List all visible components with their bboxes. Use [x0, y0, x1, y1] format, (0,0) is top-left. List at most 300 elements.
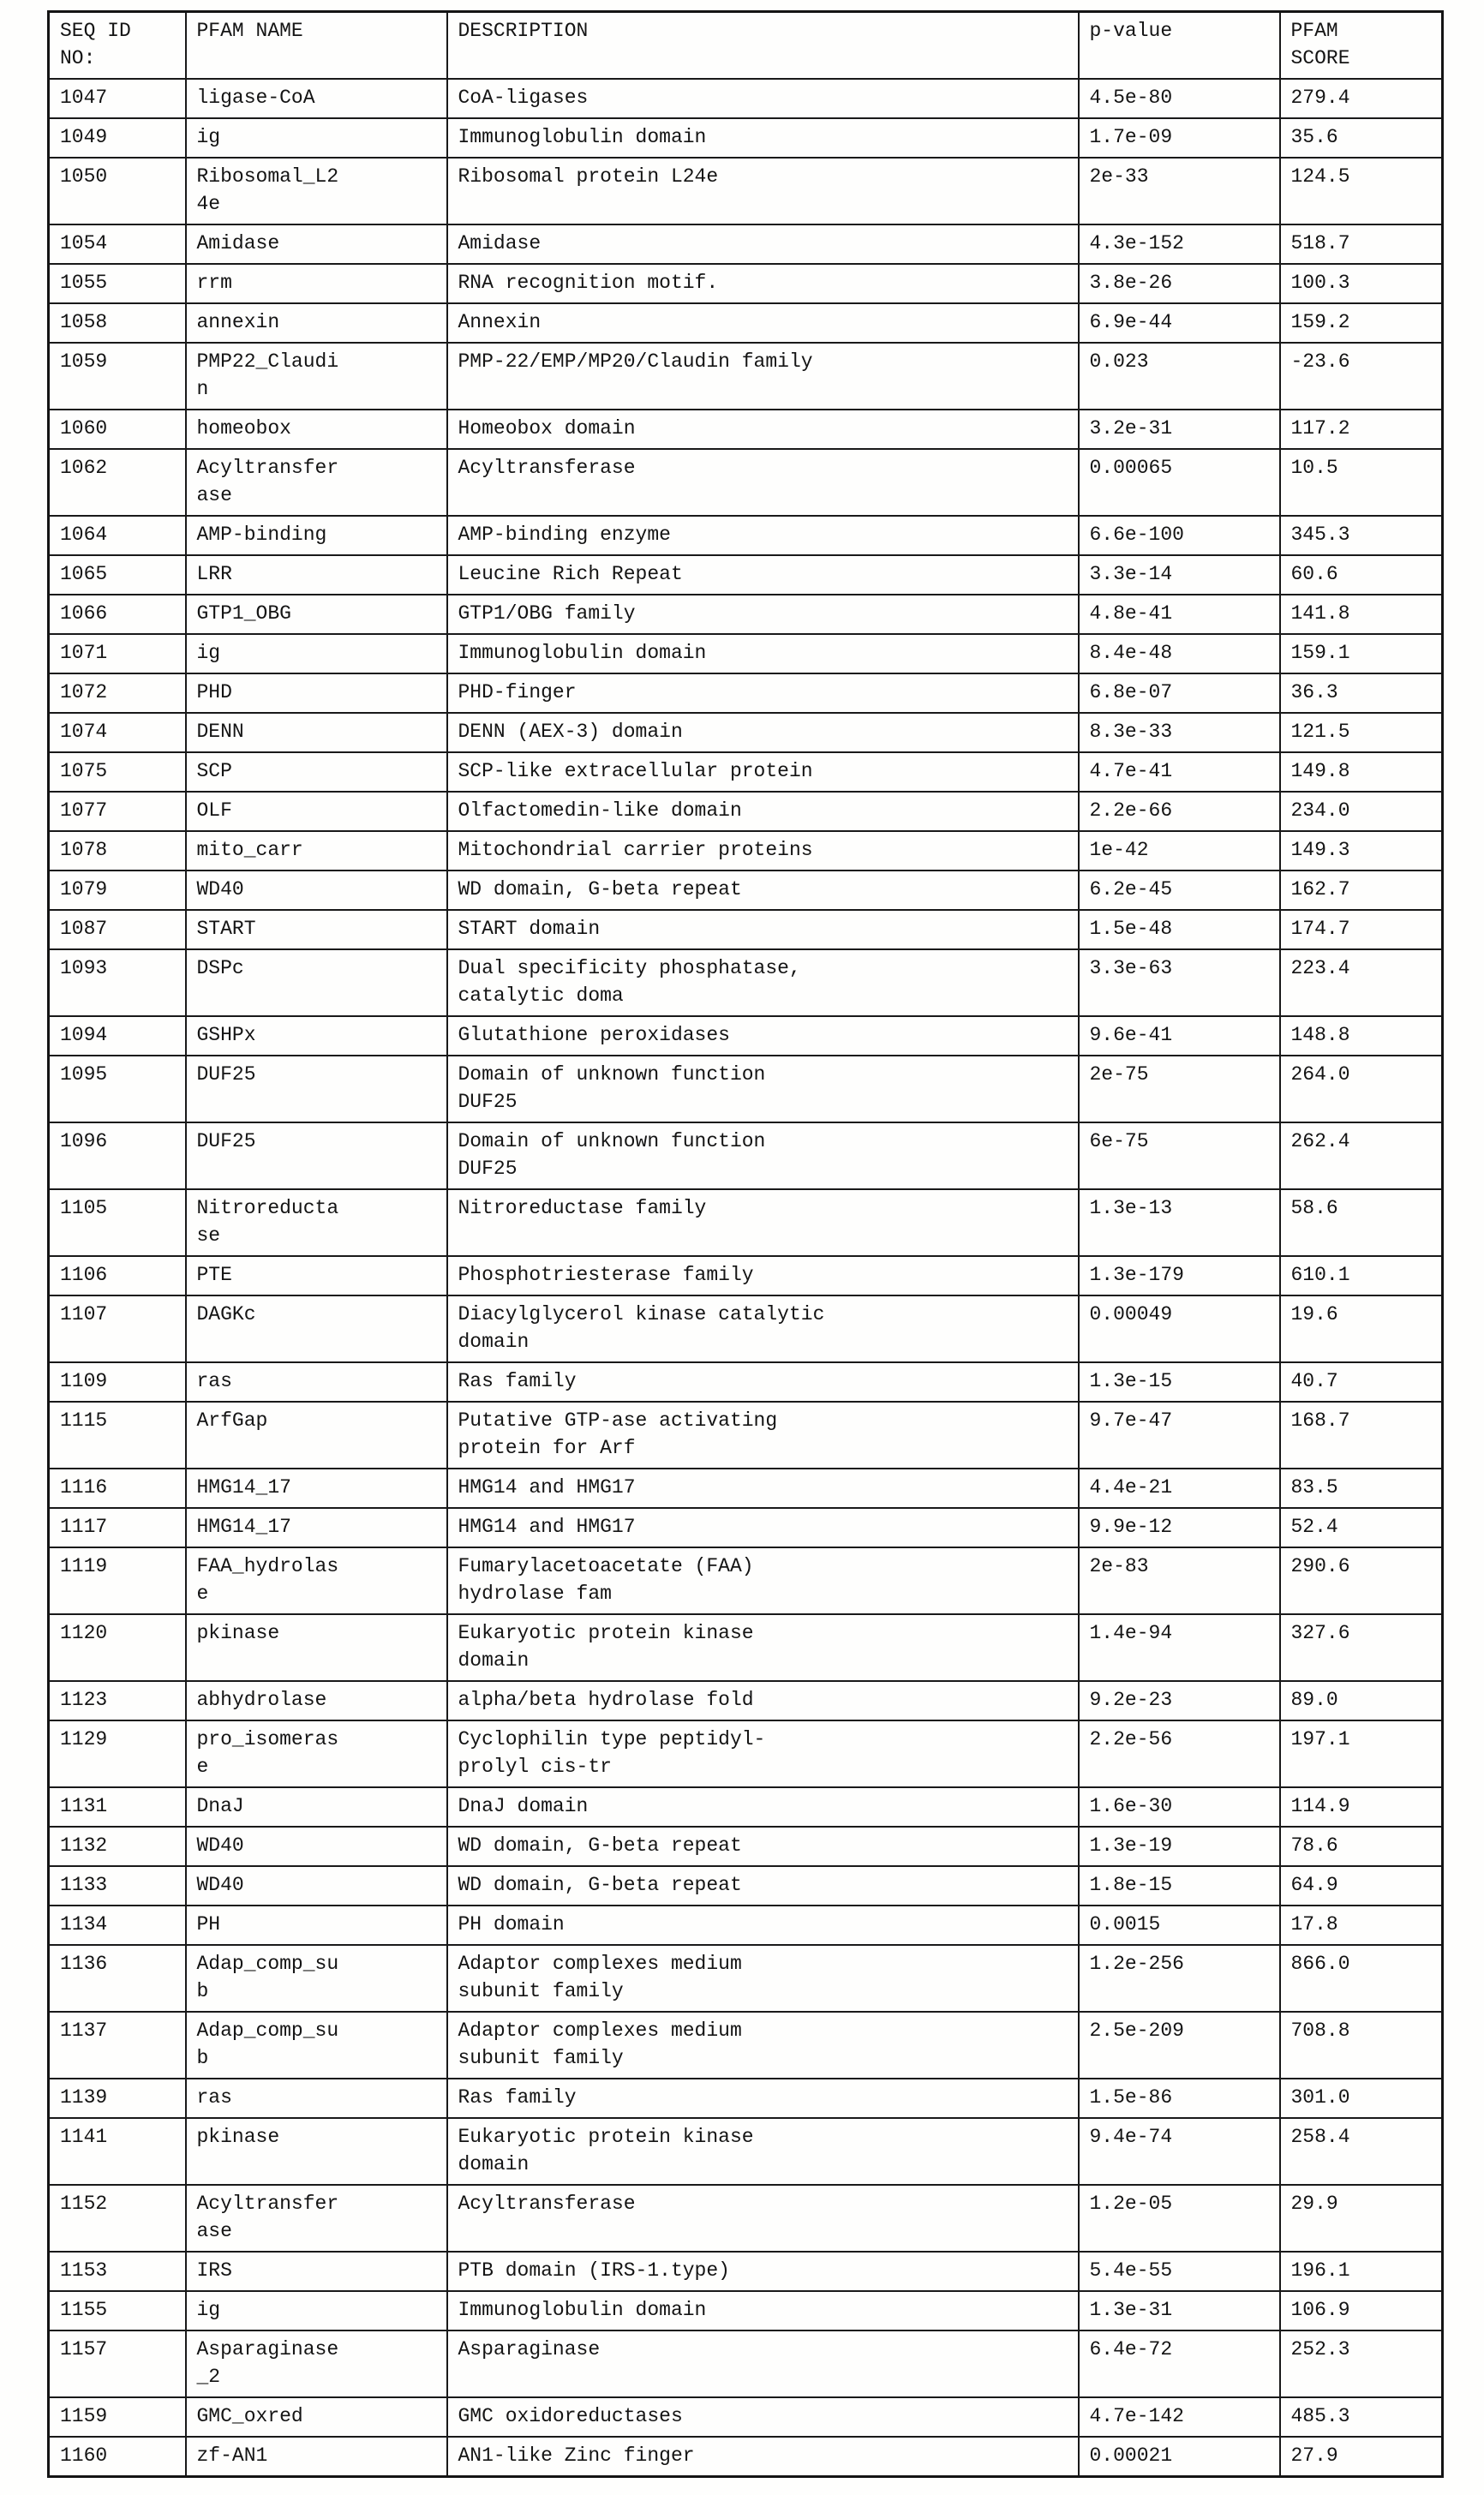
cell-description: Acyltransferase [447, 2185, 1079, 2252]
cell-pfam-name: GTP1_OBG [186, 595, 447, 634]
table-row [49, 264, 1443, 303]
cell-description: PMP-22/EMP/MP20/Claudin family [447, 343, 1079, 410]
cell-pfam-name: PHD [186, 673, 447, 713]
cell-p-value: 2.5e-209 [1079, 2012, 1280, 2079]
cell-seq-id: 1129 [49, 1720, 186, 1787]
cell-p-value: 0.023 [1079, 343, 1280, 410]
cell-pfam-score: 149.3 [1280, 831, 1443, 871]
cell-description: Adaptor complexes medium subunit family [447, 2012, 1079, 2079]
cell-description: Ribosomal protein L24e [447, 158, 1079, 224]
table-row [49, 1362, 1443, 1402]
cell-description: Glutathione peroxidases [447, 1016, 1079, 1056]
cell-seq-id: 1152 [49, 2185, 186, 2252]
cell-description: Dual specificity phosphatase, catalytic doma [447, 949, 1079, 1016]
col-header-pfam-name: PFAM NAME [186, 12, 447, 80]
cell-pfam-score: 58.6 [1280, 1189, 1443, 1256]
cell-p-value: 2.2e-66 [1079, 792, 1280, 831]
cell-description: Mitochondrial carrier proteins [447, 831, 1079, 871]
cell-pfam-score: 708.8 [1280, 2012, 1443, 2079]
cell-pfam-name: IRS [186, 2252, 447, 2291]
cell-seq-id: 1120 [49, 1614, 186, 1681]
cell-pfam-score: 78.6 [1280, 1827, 1443, 1866]
cell-pfam-name: DnaJ [186, 1787, 447, 1827]
cell-pfam-score: 117.2 [1280, 410, 1443, 449]
cell-pfam-name: GMC_oxred [186, 2397, 447, 2437]
cell-pfam-name: OLF [186, 792, 447, 831]
cell-description: Ras family [447, 1362, 1079, 1402]
cell-pfam-name: Adap_comp_su b [186, 1945, 447, 2012]
cell-pfam-score: 485.3 [1280, 2397, 1443, 2437]
cell-pfam-score: 264.0 [1280, 1056, 1443, 1122]
table-row [49, 1945, 1443, 2012]
cell-description: Nitroreductase family [447, 1189, 1079, 1256]
cell-pfam-name: Adap_comp_su b [186, 2012, 447, 2079]
cell-seq-id: 1058 [49, 303, 186, 343]
table-row [49, 673, 1443, 713]
cell-seq-id: 1078 [49, 831, 186, 871]
cell-pfam-score: 262.4 [1280, 1122, 1443, 1189]
col-header-pfam-score: PFAM SCORE [1280, 12, 1443, 80]
cell-pfam-name: WD40 [186, 1866, 447, 1906]
cell-p-value: 4.8e-41 [1079, 595, 1280, 634]
cell-pfam-name: pro_isomeras e [186, 1720, 447, 1787]
cell-p-value: 1.7e-09 [1079, 118, 1280, 158]
cell-description: START domain [447, 910, 1079, 949]
cell-pfam-score: 162.7 [1280, 871, 1443, 910]
cell-pfam-name: LRR [186, 555, 447, 595]
cell-seq-id: 1050 [49, 158, 186, 224]
table-row [49, 2079, 1443, 2118]
table-row [49, 1469, 1443, 1508]
cell-description: Acyltransferase [447, 449, 1079, 516]
table-row [49, 1827, 1443, 1866]
cell-seq-id: 1109 [49, 1362, 186, 1402]
cell-p-value: 6.8e-07 [1079, 673, 1280, 713]
cell-description: Olfactomedin-like domain [447, 792, 1079, 831]
cell-description: Domain of unknown function DUF25 [447, 1056, 1079, 1122]
cell-pfam-name: PTE [186, 1256, 447, 1295]
cell-p-value: 3.8e-26 [1079, 264, 1280, 303]
cell-description: RNA recognition motif. [447, 264, 1079, 303]
cell-description: Phosphotriesterase family [447, 1256, 1079, 1295]
cell-p-value: 2e-33 [1079, 158, 1280, 224]
cell-seq-id: 1047 [49, 79, 186, 118]
cell-description: Eukaryotic protein kinase domain [447, 1614, 1079, 1681]
table-row [49, 595, 1443, 634]
cell-seq-id: 1137 [49, 2012, 186, 2079]
cell-seq-id: 1095 [49, 1056, 186, 1122]
table-row [49, 343, 1443, 410]
cell-pfam-score: 223.4 [1280, 949, 1443, 1016]
cell-p-value: 0.00049 [1079, 1295, 1280, 1362]
cell-pfam-score: 258.4 [1280, 2118, 1443, 2185]
cell-description: HMG14 and HMG17 [447, 1508, 1079, 1547]
cell-p-value: 1.5e-86 [1079, 2079, 1280, 2118]
cell-pfam-name: ArfGap [186, 1402, 447, 1469]
table-row [49, 555, 1443, 595]
cell-description: Immunoglobulin domain [447, 118, 1079, 158]
col-header-seq-id: SEQ ID NO: [49, 12, 186, 80]
cell-seq-id: 1131 [49, 1787, 186, 1827]
cell-pfam-score: 124.5 [1280, 158, 1443, 224]
cell-seq-id: 1062 [49, 449, 186, 516]
cell-pfam-score: 234.0 [1280, 792, 1443, 831]
cell-pfam-name: rrm [186, 264, 447, 303]
cell-seq-id: 1157 [49, 2330, 186, 2397]
table-body [49, 79, 1443, 2477]
cell-seq-id: 1094 [49, 1016, 186, 1056]
table-row [49, 516, 1443, 555]
cell-p-value: 9.7e-47 [1079, 1402, 1280, 1469]
table-row [49, 2185, 1443, 2252]
cell-seq-id: 1153 [49, 2252, 186, 2291]
cell-pfam-name: PH [186, 1906, 447, 1945]
cell-seq-id: 1066 [49, 595, 186, 634]
cell-pfam-name: ras [186, 1362, 447, 1402]
cell-pfam-name: annexin [186, 303, 447, 343]
cell-pfam-name: START [186, 910, 447, 949]
cell-seq-id: 1059 [49, 343, 186, 410]
cell-seq-id: 1065 [49, 555, 186, 595]
table-row [49, 1256, 1443, 1295]
table-row [49, 1681, 1443, 1720]
table-row [49, 792, 1443, 831]
cell-description: Adaptor complexes medium subunit family [447, 1945, 1079, 2012]
table-row [49, 1720, 1443, 1787]
cell-seq-id: 1087 [49, 910, 186, 949]
cell-p-value: 6.9e-44 [1079, 303, 1280, 343]
cell-p-value: 5.4e-55 [1079, 2252, 1280, 2291]
cell-p-value: 8.4e-48 [1079, 634, 1280, 673]
cell-p-value: 9.9e-12 [1079, 1508, 1280, 1547]
cell-pfam-score: 518.7 [1280, 224, 1443, 264]
table-row [49, 1906, 1443, 1945]
cell-description: Fumarylacetoacetate (FAA) hydrolase fam [447, 1547, 1079, 1614]
table-row [49, 2437, 1443, 2477]
header-row [49, 12, 1443, 80]
cell-pfam-score: 174.7 [1280, 910, 1443, 949]
cell-description: Ras family [447, 2079, 1079, 2118]
cell-pfam-score: 19.6 [1280, 1295, 1443, 1362]
cell-pfam-score: 279.4 [1280, 79, 1443, 118]
cell-description: Annexin [447, 303, 1079, 343]
cell-seq-id: 1075 [49, 752, 186, 792]
table-row [49, 949, 1443, 1016]
cell-p-value: 1.6e-30 [1079, 1787, 1280, 1827]
cell-seq-id: 1093 [49, 949, 186, 1016]
table-row [49, 1547, 1443, 1614]
cell-pfam-score: 10.5 [1280, 449, 1443, 516]
cell-pfam-name: HMG14_17 [186, 1508, 447, 1547]
table-row [49, 2118, 1443, 2185]
table-row [49, 1402, 1443, 1469]
cell-pfam-name: Asparaginase _2 [186, 2330, 447, 2397]
cell-seq-id: 1141 [49, 2118, 186, 2185]
cell-pfam-score: 40.7 [1280, 1362, 1443, 1402]
table-row [49, 79, 1443, 118]
cell-pfam-name: DAGKc [186, 1295, 447, 1362]
table-row [49, 449, 1443, 516]
cell-p-value: 4.4e-21 [1079, 1469, 1280, 1508]
cell-p-value: 2.2e-56 [1079, 1720, 1280, 1787]
cell-pfam-score: 197.1 [1280, 1720, 1443, 1787]
cell-seq-id: 1139 [49, 2079, 186, 2118]
cell-pfam-score: 866.0 [1280, 1945, 1443, 2012]
table-row [49, 1189, 1443, 1256]
table-row [49, 224, 1443, 264]
cell-seq-id: 1133 [49, 1866, 186, 1906]
cell-pfam-name: PMP22_Claudi n [186, 343, 447, 410]
cell-pfam-score: 121.5 [1280, 713, 1443, 752]
cell-pfam-name: Acyltransfer ase [186, 2185, 447, 2252]
cell-seq-id: 1159 [49, 2397, 186, 2437]
table-row [49, 713, 1443, 752]
cell-pfam-score: 168.7 [1280, 1402, 1443, 1469]
cell-description: Eukaryotic protein kinase domain [447, 2118, 1079, 2185]
cell-p-value: 4.7e-41 [1079, 752, 1280, 792]
table-row [49, 1614, 1443, 1681]
cell-pfam-score: 148.8 [1280, 1016, 1443, 1056]
cell-seq-id: 1116 [49, 1469, 186, 1508]
cell-pfam-score: 89.0 [1280, 1681, 1443, 1720]
table-row [49, 2291, 1443, 2330]
cell-pfam-score: 345.3 [1280, 516, 1443, 555]
cell-description: alpha/beta hydrolase fold [447, 1681, 1079, 1720]
cell-pfam-score: -23.6 [1280, 343, 1443, 410]
cell-p-value: 1e-42 [1079, 831, 1280, 871]
cell-pfam-score: 64.9 [1280, 1866, 1443, 1906]
cell-description: PTB domain (IRS-1.type) [447, 2252, 1079, 2291]
cell-seq-id: 1160 [49, 2437, 186, 2477]
cell-pfam-name: SCP [186, 752, 447, 792]
cell-pfam-name: pkinase [186, 2118, 447, 2185]
cell-pfam-name: ig [186, 118, 447, 158]
cell-p-value: 9.6e-41 [1079, 1016, 1280, 1056]
cell-pfam-name: ig [186, 2291, 447, 2330]
cell-description: Cyclophilin type peptidyl- prolyl cis-tr [447, 1720, 1079, 1787]
cell-p-value: 2e-75 [1079, 1056, 1280, 1122]
cell-description: WD domain, G-beta repeat [447, 1827, 1079, 1866]
cell-p-value: 6e-75 [1079, 1122, 1280, 1189]
cell-pfam-name: DUF25 [186, 1122, 447, 1189]
cell-description: Diacylglycerol kinase catalytic domain [447, 1295, 1079, 1362]
cell-pfam-score: 100.3 [1280, 264, 1443, 303]
table-row [49, 410, 1443, 449]
cell-description: Domain of unknown function DUF25 [447, 1122, 1079, 1189]
table-row [49, 2012, 1443, 2079]
cell-pfam-score: 327.6 [1280, 1614, 1443, 1681]
cell-seq-id: 1054 [49, 224, 186, 264]
cell-pfam-name: mito_carr [186, 831, 447, 871]
cell-pfam-name: Nitroreducta se [186, 1189, 447, 1256]
cell-pfam-score: 141.8 [1280, 595, 1443, 634]
cell-pfam-score: 610.1 [1280, 1256, 1443, 1295]
cell-p-value: 4.3e-152 [1079, 224, 1280, 264]
cell-pfam-name: DENN [186, 713, 447, 752]
cell-seq-id: 1106 [49, 1256, 186, 1295]
cell-seq-id: 1055 [49, 264, 186, 303]
table-row [49, 1295, 1443, 1362]
cell-seq-id: 1077 [49, 792, 186, 831]
table-row [49, 1016, 1443, 1056]
col-header-p-value: p-value [1079, 12, 1280, 80]
cell-seq-id: 1079 [49, 871, 186, 910]
cell-seq-id: 1117 [49, 1508, 186, 1547]
cell-seq-id: 1119 [49, 1547, 186, 1614]
cell-description: PH domain [447, 1906, 1079, 1945]
cell-seq-id: 1049 [49, 118, 186, 158]
cell-p-value: 1.8e-15 [1079, 1866, 1280, 1906]
cell-description: SCP-like extracellular protein [447, 752, 1079, 792]
cell-description: DENN (AEX-3) domain [447, 713, 1079, 752]
cell-pfam-name: DSPc [186, 949, 447, 1016]
cell-p-value: 9.4e-74 [1079, 2118, 1280, 2185]
cell-seq-id: 1105 [49, 1189, 186, 1256]
cell-p-value: 3.2e-31 [1079, 410, 1280, 449]
cell-description: Amidase [447, 224, 1079, 264]
cell-seq-id: 1132 [49, 1827, 186, 1866]
table-row [49, 2330, 1443, 2397]
cell-p-value: 2e-83 [1079, 1547, 1280, 1614]
cell-pfam-score: 290.6 [1280, 1547, 1443, 1614]
cell-seq-id: 1074 [49, 713, 186, 752]
cell-pfam-name: AMP-binding [186, 516, 447, 555]
cell-p-value: 1.4e-94 [1079, 1614, 1280, 1681]
cell-pfam-name: DUF25 [186, 1056, 447, 1122]
cell-seq-id: 1134 [49, 1906, 186, 1945]
cell-p-value: 3.3e-63 [1079, 949, 1280, 1016]
cell-p-value: 6.2e-45 [1079, 871, 1280, 910]
cell-pfam-name: GSHPx [186, 1016, 447, 1056]
cell-p-value: 6.4e-72 [1079, 2330, 1280, 2397]
cell-pfam-score: 52.4 [1280, 1508, 1443, 1547]
cell-p-value: 9.2e-23 [1079, 1681, 1280, 1720]
cell-p-value: 1.3e-15 [1079, 1362, 1280, 1402]
cell-seq-id: 1123 [49, 1681, 186, 1720]
cell-p-value: 0.00021 [1079, 2437, 1280, 2477]
table-row [49, 1056, 1443, 1122]
table-row [49, 634, 1443, 673]
table-row [49, 752, 1443, 792]
cell-p-value: 1.3e-31 [1079, 2291, 1280, 2330]
table-row [49, 2397, 1443, 2437]
cell-seq-id: 1096 [49, 1122, 186, 1189]
cell-pfam-score: 106.9 [1280, 2291, 1443, 2330]
cell-p-value: 0.0015 [1079, 1906, 1280, 1945]
cell-description: AN1-like Zinc finger [447, 2437, 1079, 2477]
cell-description: Putative GTP-ase activating protein for Arf [447, 1402, 1079, 1469]
cell-seq-id: 1115 [49, 1402, 186, 1469]
cell-p-value: 8.3e-33 [1079, 713, 1280, 752]
cell-description: Immunoglobulin domain [447, 2291, 1079, 2330]
cell-description: GTP1/OBG family [447, 595, 1079, 634]
cell-pfam-name: Amidase [186, 224, 447, 264]
table-row [49, 2252, 1443, 2291]
cell-pfam-score: 159.1 [1280, 634, 1443, 673]
cell-p-value: 1.3e-19 [1079, 1827, 1280, 1866]
cell-description: WD domain, G-beta repeat [447, 1866, 1079, 1906]
cell-pfam-name: homeobox [186, 410, 447, 449]
table-row [49, 118, 1443, 158]
cell-pfam-score: 252.3 [1280, 2330, 1443, 2397]
cell-pfam-score: 159.2 [1280, 303, 1443, 343]
table-row [49, 871, 1443, 910]
cell-p-value: 1.5e-48 [1079, 910, 1280, 949]
cell-pfam-score: 83.5 [1280, 1469, 1443, 1508]
cell-pfam-name: WD40 [186, 1827, 447, 1866]
cell-pfam-name: ig [186, 634, 447, 673]
table-row [49, 158, 1443, 224]
cell-p-value: 1.3e-13 [1079, 1189, 1280, 1256]
cell-seq-id: 1071 [49, 634, 186, 673]
cell-pfam-score: 60.6 [1280, 555, 1443, 595]
cell-p-value: 0.00065 [1079, 449, 1280, 516]
cell-pfam-name: Ribosomal_L2 4e [186, 158, 447, 224]
cell-pfam-score: 17.8 [1280, 1906, 1443, 1945]
cell-p-value: 6.6e-100 [1079, 516, 1280, 555]
cell-p-value: 1.2e-256 [1079, 1945, 1280, 2012]
cell-description: PHD-finger [447, 673, 1079, 713]
cell-description: Immunoglobulin domain [447, 634, 1079, 673]
cell-p-value: 1.2e-05 [1079, 2185, 1280, 2252]
table-row [49, 831, 1443, 871]
cell-pfam-name: ligase-CoA [186, 79, 447, 118]
cell-pfam-score: 301.0 [1280, 2079, 1443, 2118]
cell-pfam-name: WD40 [186, 871, 447, 910]
cell-pfam-name: ras [186, 2079, 447, 2118]
cell-pfam-name: HMG14_17 [186, 1469, 447, 1508]
table-row [49, 1508, 1443, 1547]
table-row [49, 303, 1443, 343]
cell-p-value: 4.5e-80 [1079, 79, 1280, 118]
table-row [49, 910, 1443, 949]
cell-seq-id: 1136 [49, 1945, 186, 2012]
cell-pfam-score: 36.3 [1280, 673, 1443, 713]
col-header-description: DESCRIPTION [447, 12, 1079, 80]
table-row [49, 1122, 1443, 1189]
cell-pfam-score: 196.1 [1280, 2252, 1443, 2291]
cell-description: WD domain, G-beta repeat [447, 871, 1079, 910]
cell-pfam-score: 29.9 [1280, 2185, 1443, 2252]
table-row [49, 1866, 1443, 1906]
cell-seq-id: 1072 [49, 673, 186, 713]
cell-pfam-name: zf-AN1 [186, 2437, 447, 2477]
cell-seq-id: 1107 [49, 1295, 186, 1362]
cell-pfam-score: 35.6 [1280, 118, 1443, 158]
cell-pfam-name: abhydrolase [186, 1681, 447, 1720]
cell-pfam-score: 114.9 [1280, 1787, 1443, 1827]
cell-p-value: 4.7e-142 [1079, 2397, 1280, 2437]
cell-seq-id: 1060 [49, 410, 186, 449]
cell-pfam-name: Acyltransfer ase [186, 449, 447, 516]
cell-pfam-score: 27.9 [1280, 2437, 1443, 2477]
pfam-results-table [47, 10, 1444, 2478]
cell-description: Leucine Rich Repeat [447, 555, 1079, 595]
cell-p-value: 3.3e-14 [1079, 555, 1280, 595]
cell-description: AMP-binding enzyme [447, 516, 1079, 555]
cell-description: DnaJ domain [447, 1787, 1079, 1827]
cell-pfam-name: pkinase [186, 1614, 447, 1681]
cell-seq-id: 1064 [49, 516, 186, 555]
cell-description: GMC oxidoreductases [447, 2397, 1079, 2437]
cell-seq-id: 1155 [49, 2291, 186, 2330]
table-row [49, 1787, 1443, 1827]
cell-description: HMG14 and HMG17 [447, 1469, 1079, 1508]
cell-description: Asparaginase [447, 2330, 1079, 2397]
cell-pfam-score: 149.8 [1280, 752, 1443, 792]
cell-description: Homeobox domain [447, 410, 1079, 449]
cell-pfam-name: FAA_hydrolas e [186, 1547, 447, 1614]
